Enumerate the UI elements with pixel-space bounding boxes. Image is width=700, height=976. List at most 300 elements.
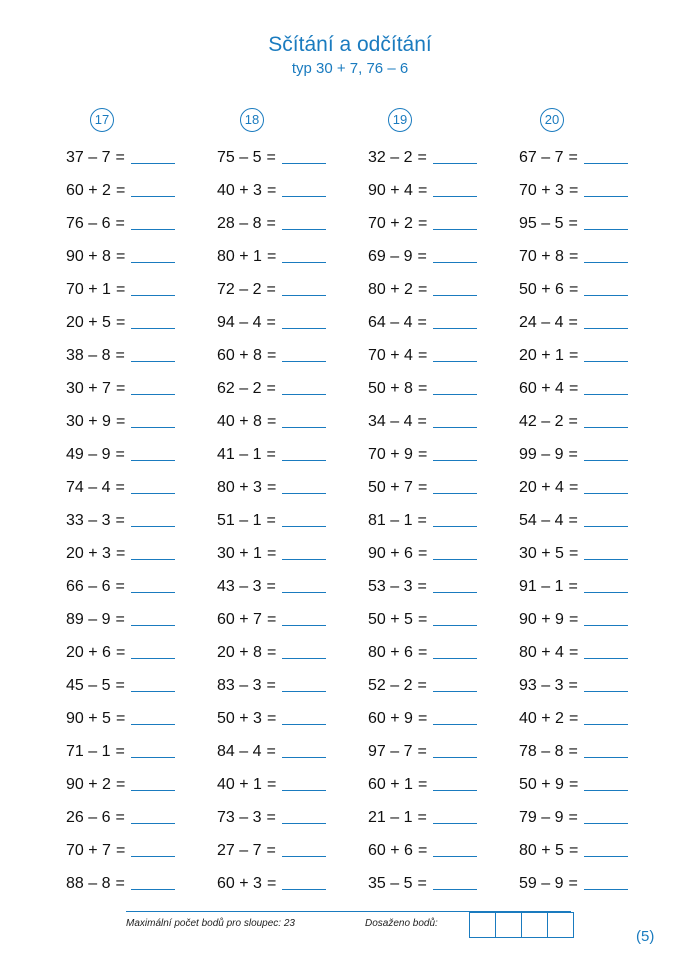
answer-blank[interactable] <box>433 856 477 857</box>
answer-blank[interactable] <box>282 196 326 197</box>
column-number-badge: 17 <box>90 108 114 132</box>
answer-blank[interactable] <box>131 163 175 164</box>
problem-row <box>217 174 377 207</box>
problem-expression: 89 – 9 <box>66 610 111 628</box>
problem-expression: 94 – 4 <box>217 313 262 331</box>
equals-sign: = <box>115 181 126 199</box>
equals-sign: = <box>266 214 276 232</box>
problem-expression: 43 – 3 <box>217 577 262 595</box>
problem-expression: 50 + 6 <box>519 280 564 298</box>
equals-sign: = <box>568 544 579 562</box>
problem-row <box>519 372 679 405</box>
equals-sign: = <box>417 775 428 793</box>
answer-blank[interactable] <box>584 658 628 659</box>
problem-row <box>368 273 528 306</box>
problem-expression: 40 + 1 <box>217 775 262 793</box>
answer-blank[interactable] <box>282 856 326 857</box>
problem-expression: 79 – 9 <box>519 808 564 826</box>
answer-blank[interactable] <box>131 394 175 395</box>
problem-list <box>66 141 226 900</box>
answer-blank[interactable] <box>131 658 175 659</box>
score-boxes <box>469 912 573 938</box>
answer-blank[interactable] <box>584 823 628 824</box>
answer-blank[interactable] <box>584 196 628 197</box>
equals-sign: = <box>417 247 427 265</box>
problem-row <box>519 306 679 339</box>
answer-blank[interactable] <box>433 196 477 197</box>
problem-expression: 59 – 9 <box>519 874 564 892</box>
answer-blank[interactable] <box>131 757 175 758</box>
equals-sign: = <box>266 445 276 463</box>
answer-blank[interactable] <box>131 328 175 329</box>
problem-list <box>217 141 377 900</box>
equals-sign: = <box>115 412 126 430</box>
answer-blank[interactable] <box>282 328 326 329</box>
column-number-badge: 18 <box>240 108 264 132</box>
answer-blank[interactable] <box>131 196 175 197</box>
equals-sign: = <box>115 709 126 727</box>
answer-blank[interactable] <box>584 361 628 362</box>
problem-expression: 35 – 5 <box>368 874 413 892</box>
answer-blank[interactable] <box>131 823 175 824</box>
answer-blank[interactable] <box>131 262 175 263</box>
problem-expression: 70 + 1 <box>66 280 111 298</box>
answer-blank[interactable] <box>131 592 175 593</box>
equals-sign: = <box>568 313 578 331</box>
answer-blank[interactable] <box>282 691 326 692</box>
equals-sign: = <box>266 709 277 727</box>
problem-list <box>368 141 528 900</box>
problem-expression: 40 + 3 <box>217 181 262 199</box>
score-box[interactable] <box>469 912 496 938</box>
problem-expression: 80 + 2 <box>368 280 413 298</box>
answer-blank[interactable] <box>131 559 175 560</box>
problem-row <box>217 834 377 867</box>
equals-sign: = <box>417 544 428 562</box>
answer-blank[interactable] <box>282 163 326 164</box>
equals-sign: = <box>266 610 277 628</box>
problem-expression: 50 + 5 <box>368 610 413 628</box>
problem-expression: 37 – 7 <box>66 148 111 166</box>
answer-blank[interactable] <box>282 757 326 758</box>
equals-sign: = <box>266 181 277 199</box>
problem-row <box>368 768 528 801</box>
answer-blank[interactable] <box>282 625 326 626</box>
problem-expression: 70 + 9 <box>368 445 413 463</box>
problem-expression: 81 – 1 <box>368 511 413 529</box>
answer-blank[interactable] <box>433 625 477 626</box>
answer-blank[interactable] <box>131 889 175 890</box>
score-box[interactable] <box>495 912 522 938</box>
problem-row <box>368 603 528 636</box>
problem-row <box>66 339 226 372</box>
score-box[interactable] <box>547 912 574 938</box>
answer-blank[interactable] <box>131 295 175 296</box>
equals-sign: = <box>417 610 428 628</box>
equals-sign: = <box>115 511 125 529</box>
answer-blank[interactable] <box>131 856 175 857</box>
problem-row <box>519 702 679 735</box>
equals-sign: = <box>568 379 579 397</box>
answer-blank[interactable] <box>584 460 628 461</box>
problem-expression: 74 – 4 <box>66 478 111 496</box>
answer-blank[interactable] <box>433 493 477 494</box>
equals-sign: = <box>266 643 277 661</box>
problem-row <box>66 207 226 240</box>
equals-sign: = <box>417 346 428 364</box>
equals-sign: = <box>568 478 579 496</box>
answer-blank[interactable] <box>433 328 477 329</box>
equals-sign: = <box>568 676 578 694</box>
problem-row <box>217 471 377 504</box>
answer-blank[interactable] <box>433 559 477 560</box>
problem-expression: 83 – 3 <box>217 676 262 694</box>
equals-sign: = <box>266 280 276 298</box>
equals-sign: = <box>115 379 126 397</box>
problem-expression: 50 + 3 <box>217 709 262 727</box>
answer-blank[interactable] <box>584 526 628 527</box>
problem-row <box>368 207 528 240</box>
problem-expression: 70 + 2 <box>368 214 413 232</box>
problem-expression: 60 + 1 <box>368 775 413 793</box>
equals-sign: = <box>568 148 578 166</box>
equals-sign: = <box>266 676 276 694</box>
answer-blank[interactable] <box>584 592 628 593</box>
problem-expression: 53 – 3 <box>368 577 413 595</box>
answer-blank[interactable] <box>131 493 175 494</box>
answer-blank[interactable] <box>282 790 326 791</box>
problem-row <box>368 174 528 207</box>
equals-sign: = <box>115 610 125 628</box>
answer-blank[interactable] <box>131 790 175 791</box>
equals-sign: = <box>417 874 427 892</box>
problem-row <box>519 339 679 372</box>
problem-expression: 20 + 5 <box>66 313 111 331</box>
problem-row <box>519 735 679 768</box>
problem-row <box>519 570 679 603</box>
problem-expression: 90 + 8 <box>66 247 111 265</box>
answer-blank[interactable] <box>433 757 477 758</box>
problem-expression: 20 + 8 <box>217 643 262 661</box>
answer-blank[interactable] <box>433 790 477 791</box>
problem-expression: 90 + 6 <box>368 544 413 562</box>
problem-expression: 67 – 7 <box>519 148 564 166</box>
problem-expression: 60 + 9 <box>368 709 413 727</box>
answer-blank[interactable] <box>584 625 628 626</box>
problem-row <box>66 504 226 537</box>
problem-row <box>519 273 679 306</box>
equals-sign: = <box>417 412 427 430</box>
problem-expression: 90 + 2 <box>66 775 111 793</box>
equals-sign: = <box>568 874 578 892</box>
answer-blank[interactable] <box>584 295 628 296</box>
equals-sign: = <box>115 775 126 793</box>
equals-sign: = <box>115 676 125 694</box>
answer-blank[interactable] <box>282 427 326 428</box>
answer-blank[interactable] <box>282 889 326 890</box>
problem-expression: 60 + 3 <box>217 874 262 892</box>
achieved-points-label: Dosaženo bodů: <box>365 918 438 929</box>
equals-sign: = <box>115 478 125 496</box>
answer-blank[interactable] <box>433 889 477 890</box>
problem-row <box>368 372 528 405</box>
answer-blank[interactable] <box>282 460 326 461</box>
problem-expression: 84 – 4 <box>217 742 262 760</box>
problem-row <box>519 504 679 537</box>
score-box[interactable] <box>521 912 548 938</box>
answer-blank[interactable] <box>131 427 175 428</box>
problem-row <box>66 471 226 504</box>
problem-row <box>66 240 226 273</box>
problem-expression: 20 + 1 <box>519 346 564 364</box>
answer-blank[interactable] <box>131 361 175 362</box>
answer-blank[interactable] <box>584 757 628 758</box>
answer-blank[interactable] <box>584 229 628 230</box>
problem-expression: 38 – 8 <box>66 346 111 364</box>
problem-row <box>66 405 226 438</box>
answer-blank[interactable] <box>282 394 326 395</box>
problem-expression: 69 – 9 <box>368 247 413 265</box>
problem-expression: 30 + 5 <box>519 544 564 562</box>
equals-sign: = <box>417 577 427 595</box>
answer-blank[interactable] <box>282 361 326 362</box>
problem-row <box>519 834 679 867</box>
equals-sign: = <box>568 841 579 859</box>
equals-sign: = <box>115 148 125 166</box>
equals-sign: = <box>417 379 428 397</box>
answer-blank[interactable] <box>584 889 628 890</box>
problem-expression: 80 + 1 <box>217 247 262 265</box>
equals-sign: = <box>115 346 125 364</box>
column-number-badge: 20 <box>540 108 564 132</box>
equals-sign: = <box>266 313 276 331</box>
problem-row <box>217 306 377 339</box>
problem-row <box>368 801 528 834</box>
problem-row <box>368 537 528 570</box>
problem-row <box>217 504 377 537</box>
problem-expression: 30 + 1 <box>217 544 262 562</box>
problem-row <box>66 174 226 207</box>
problem-expression: 80 + 5 <box>519 841 564 859</box>
problem-expression: 90 + 5 <box>66 709 111 727</box>
problem-expression: 50 + 9 <box>519 775 564 793</box>
problem-row <box>519 174 679 207</box>
problem-row <box>66 768 226 801</box>
problem-row <box>519 141 679 174</box>
answer-blank[interactable] <box>433 163 477 164</box>
answer-blank[interactable] <box>433 526 477 527</box>
problem-expression: 60 + 8 <box>217 346 262 364</box>
answer-blank[interactable] <box>131 625 175 626</box>
answer-blank[interactable] <box>584 328 628 329</box>
problem-expression: 30 + 7 <box>66 379 111 397</box>
problem-expression: 95 – 5 <box>519 214 564 232</box>
answer-blank[interactable] <box>584 262 628 263</box>
answer-blank[interactable] <box>584 493 628 494</box>
answer-blank[interactable] <box>433 394 477 395</box>
page-subtitle: typ 30 + 7, 76 – 6 <box>291 60 409 77</box>
answer-blank[interactable] <box>282 658 326 659</box>
answer-blank[interactable] <box>131 724 175 725</box>
equals-sign: = <box>115 808 125 826</box>
problem-row <box>217 537 377 570</box>
answer-blank[interactable] <box>282 262 326 263</box>
problem-row <box>217 207 377 240</box>
answer-blank[interactable] <box>433 823 477 824</box>
problem-expression: 73 – 3 <box>217 808 262 826</box>
equals-sign: = <box>417 148 427 166</box>
answer-blank[interactable] <box>282 526 326 527</box>
equals-sign: = <box>417 742 427 760</box>
problem-expression: 71 – 1 <box>66 742 111 760</box>
answer-blank[interactable] <box>131 691 175 692</box>
equals-sign: = <box>115 841 126 859</box>
problem-expression: 97 – 7 <box>368 742 413 760</box>
problem-expression: 72 – 2 <box>217 280 262 298</box>
answer-blank[interactable] <box>282 724 326 725</box>
equals-sign: = <box>266 412 277 430</box>
equals-sign: = <box>115 643 126 661</box>
problem-row <box>217 273 377 306</box>
problem-row <box>66 306 226 339</box>
equals-sign: = <box>115 247 126 265</box>
problem-expression: 40 + 2 <box>519 709 564 727</box>
answer-blank[interactable] <box>584 724 628 725</box>
problem-expression: 70 + 4 <box>368 346 413 364</box>
problem-expression: 91 – 1 <box>519 577 564 595</box>
answer-blank[interactable] <box>131 460 175 461</box>
answer-blank[interactable] <box>282 592 326 593</box>
problem-expression: 54 – 4 <box>519 511 564 529</box>
problem-row <box>368 306 528 339</box>
problem-expression: 50 + 8 <box>368 379 413 397</box>
problem-expression: 90 + 4 <box>368 181 413 199</box>
answer-blank[interactable] <box>584 163 628 164</box>
answer-blank[interactable] <box>131 229 175 230</box>
problem-row <box>519 537 679 570</box>
problem-row <box>368 702 528 735</box>
equals-sign: = <box>417 511 427 529</box>
answer-blank[interactable] <box>433 460 477 461</box>
equals-sign: = <box>115 214 125 232</box>
problem-expression: 28 – 8 <box>217 214 262 232</box>
answer-blank[interactable] <box>433 592 477 593</box>
problem-row <box>368 735 528 768</box>
equals-sign: = <box>568 808 578 826</box>
answer-blank[interactable] <box>433 658 477 659</box>
answer-blank[interactable] <box>433 295 477 296</box>
problem-row <box>66 834 226 867</box>
equals-sign: = <box>115 280 126 298</box>
answer-blank[interactable] <box>584 691 628 692</box>
equals-sign: = <box>266 379 276 397</box>
problem-row <box>217 702 377 735</box>
problem-row <box>217 438 377 471</box>
answer-blank[interactable] <box>131 526 175 527</box>
problem-row <box>368 867 528 900</box>
equals-sign: = <box>266 247 277 265</box>
problem-expression: 34 – 4 <box>368 412 413 430</box>
answer-blank[interactable] <box>282 229 326 230</box>
problem-row <box>519 207 679 240</box>
answer-blank[interactable] <box>433 691 477 692</box>
problem-row <box>66 636 226 669</box>
problem-row <box>519 801 679 834</box>
problem-row <box>66 537 226 570</box>
answer-blank[interactable] <box>433 361 477 362</box>
problem-expression: 93 – 3 <box>519 676 564 694</box>
problem-expression: 60 + 6 <box>368 841 413 859</box>
equals-sign: = <box>115 544 126 562</box>
equals-sign: = <box>266 841 276 859</box>
equals-sign: = <box>568 742 578 760</box>
answer-blank[interactable] <box>433 724 477 725</box>
problem-expression: 64 – 4 <box>368 313 413 331</box>
answer-blank[interactable] <box>584 856 628 857</box>
answer-blank[interactable] <box>433 229 477 230</box>
equals-sign: = <box>266 808 276 826</box>
problem-row <box>66 570 226 603</box>
problem-row <box>519 405 679 438</box>
problem-expression: 24 – 4 <box>519 313 564 331</box>
problem-row <box>368 141 528 174</box>
problem-expression: 26 – 6 <box>66 808 111 826</box>
page-number: (5) <box>636 928 655 945</box>
answer-blank[interactable] <box>584 394 628 395</box>
answer-blank[interactable] <box>433 262 477 263</box>
problem-expression: 80 + 4 <box>519 643 564 661</box>
answer-blank[interactable] <box>584 790 628 791</box>
answer-blank[interactable] <box>282 559 326 560</box>
answer-blank[interactable] <box>282 295 326 296</box>
answer-blank[interactable] <box>584 427 628 428</box>
problem-expression: 78 – 8 <box>519 742 564 760</box>
equals-sign: = <box>417 445 428 463</box>
problem-expression: 51 – 1 <box>217 511 262 529</box>
answer-blank[interactable] <box>584 559 628 560</box>
equals-sign: = <box>568 577 578 595</box>
problem-expression: 60 + 4 <box>519 379 564 397</box>
problem-row <box>519 768 679 801</box>
problem-expression: 32 – 2 <box>368 148 413 166</box>
problem-row <box>66 801 226 834</box>
problem-expression: 99 – 9 <box>519 445 564 463</box>
problem-expression: 66 – 6 <box>66 577 111 595</box>
problem-row <box>217 570 377 603</box>
problem-row <box>368 339 528 372</box>
problem-row <box>368 504 528 537</box>
equals-sign: = <box>417 808 427 826</box>
answer-blank[interactable] <box>433 427 477 428</box>
problem-row <box>217 735 377 768</box>
answer-blank[interactable] <box>282 493 326 494</box>
problem-row <box>217 867 377 900</box>
equals-sign: = <box>568 412 578 430</box>
problem-row <box>66 438 226 471</box>
equals-sign: = <box>115 577 125 595</box>
problem-row <box>368 240 528 273</box>
problem-expression: 88 – 8 <box>66 874 111 892</box>
problem-expression: 75 – 5 <box>217 148 262 166</box>
equals-sign: = <box>417 841 428 859</box>
equals-sign: = <box>568 709 579 727</box>
equals-sign: = <box>115 313 126 331</box>
problem-expression: 62 – 2 <box>217 379 262 397</box>
equals-sign: = <box>417 643 428 661</box>
problem-row <box>66 867 226 900</box>
answer-blank[interactable] <box>282 823 326 824</box>
equals-sign: = <box>568 643 579 661</box>
